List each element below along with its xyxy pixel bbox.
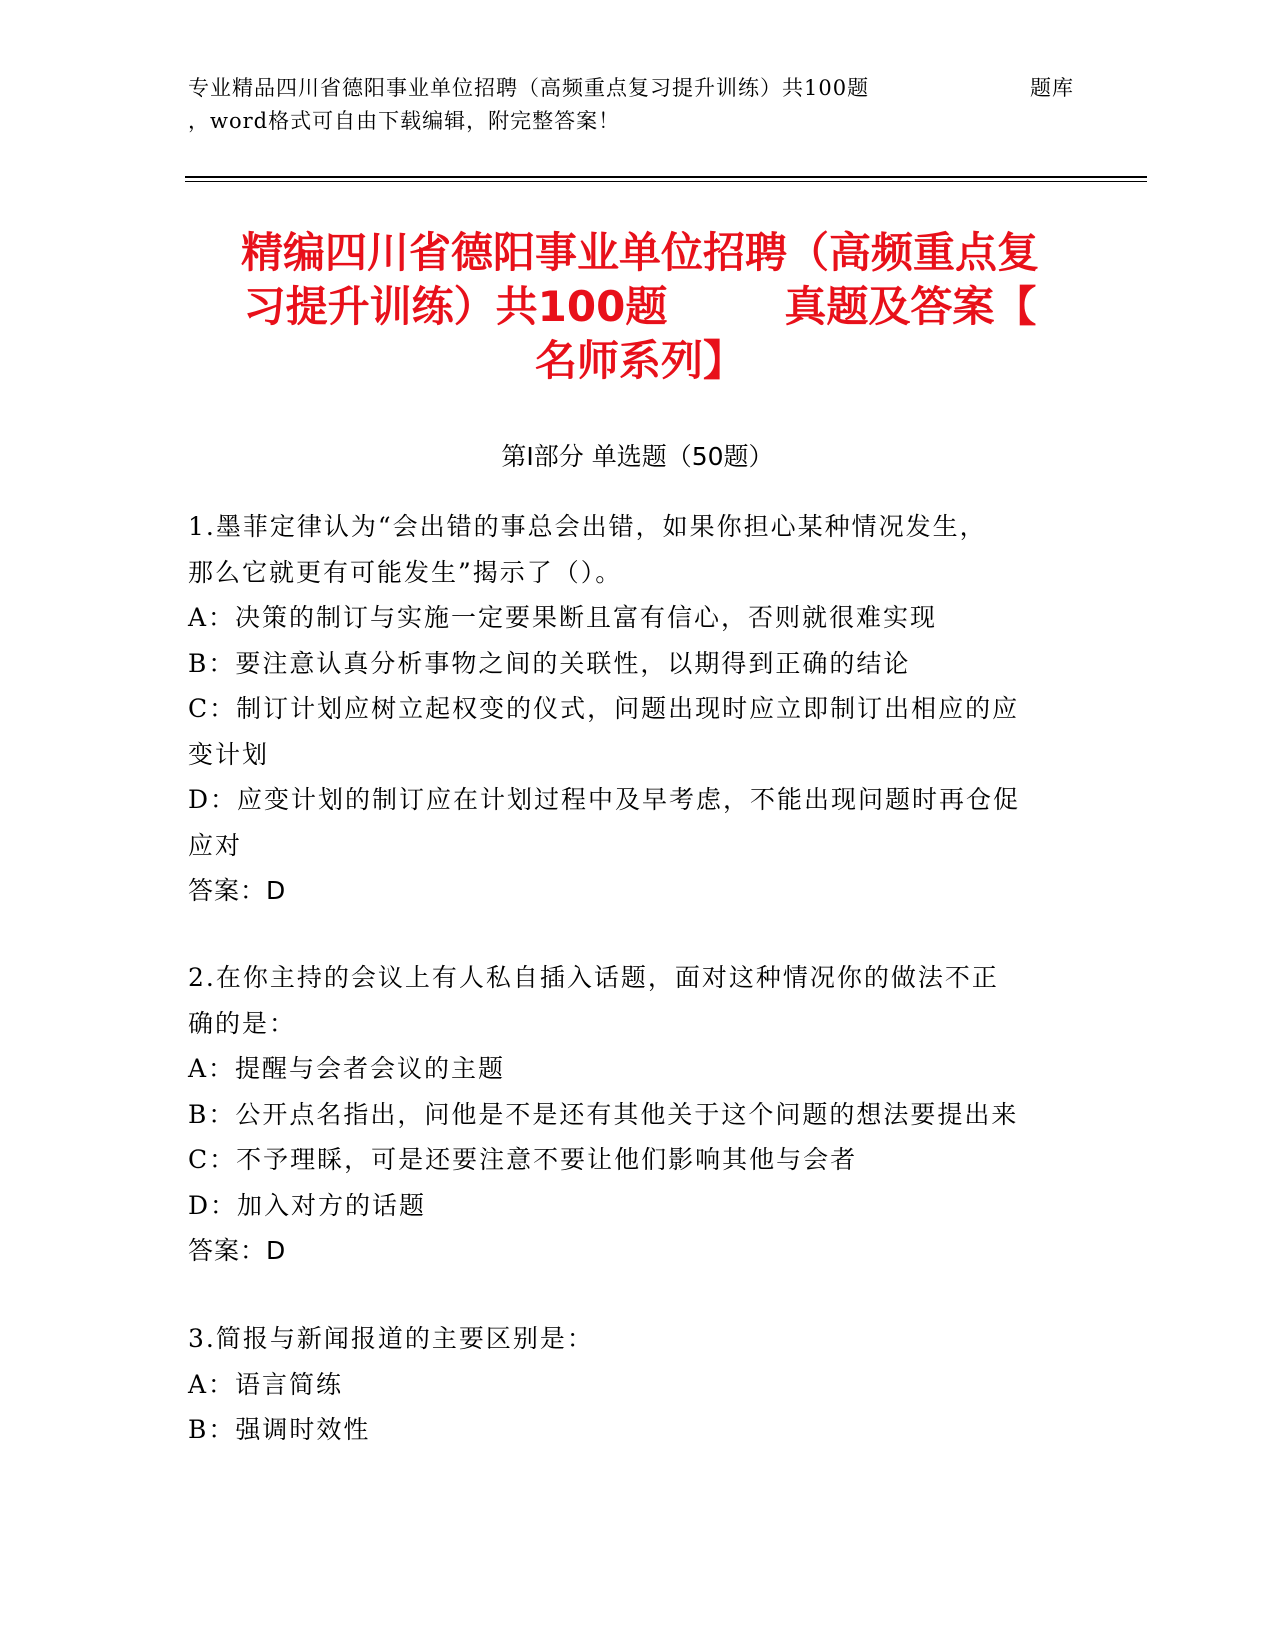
header-line-1: 专业精品四川省德阳事业单位招聘（高频重点复习提升训练）共100题 题库	[188, 72, 1088, 105]
option-d: D：加入对方的话题	[188, 1190, 427, 1220]
question-stem: 2.在你主持的会议上有人私自插入话题，面对这种情况你的做法不正	[188, 963, 999, 992]
answer: 答案：D	[188, 876, 287, 905]
option-c: C：制订计划应树立起权变的仪式，问题出现时应立即制订出相应的应	[188, 694, 1020, 723]
option-a: A：语言简练	[188, 1369, 344, 1399]
section-heading: 第Ⅰ部分 单选题（50题）	[501, 442, 774, 471]
question-stem: 确的是：	[188, 1008, 297, 1038]
document-title	[190, 226, 1090, 388]
title-line-2: 习提升训练）共100题 真题及答案【	[243, 282, 1037, 331]
option-b: B：要注意认真分析事物之间的关联性，以期得到正确的结论	[188, 648, 911, 678]
question-3	[188, 1316, 1088, 1453]
question-stem: 3.简报与新闻报道的主要区别是：	[188, 1324, 594, 1353]
answer: 答案：D	[188, 1236, 287, 1265]
header-line-2: ，word格式可自由下载编辑，附完整答案！	[188, 109, 621, 133]
header-line-1-tail: 题库	[1030, 76, 1074, 100]
option-c: C：不予理睬，可是还要注意不要让他们影响其他与会者	[188, 1145, 858, 1174]
option-b: B：强调时效性	[188, 1415, 371, 1444]
option-a: A：决策的制订与实施一定要果断且富有信心，否则就很难实现	[188, 603, 938, 632]
option-b: B：公开点名指出，问他是不是还有其他关于这个问题的想法要提出来	[188, 1099, 1019, 1129]
title-line-1: 精编四川省德阳事业单位招聘（高频重点复	[240, 228, 1039, 277]
question-stem: 那么它就更有可能发生”揭示了（）。	[188, 557, 623, 587]
option-c-continued: 变计划	[188, 739, 270, 769]
page-header	[188, 72, 1088, 138]
option-a: A：提醒与会者会议的主题	[188, 1054, 506, 1083]
question-2	[188, 955, 1088, 1274]
question-stem: 1.墨菲定律认为“会出错的事总会出错，如果你担心某种情况发生，	[188, 512, 987, 541]
option-d: D：应变计划的制订应在计划过程中及早考虑，不能出现问题时再仓促	[188, 785, 1021, 814]
title-line-3: 名师系列】	[534, 336, 745, 385]
question-1	[188, 504, 1088, 914]
option-d-continued: 应对	[188, 830, 243, 860]
header-divider-thin	[185, 181, 1147, 182]
header-divider-thick	[185, 176, 1147, 178]
